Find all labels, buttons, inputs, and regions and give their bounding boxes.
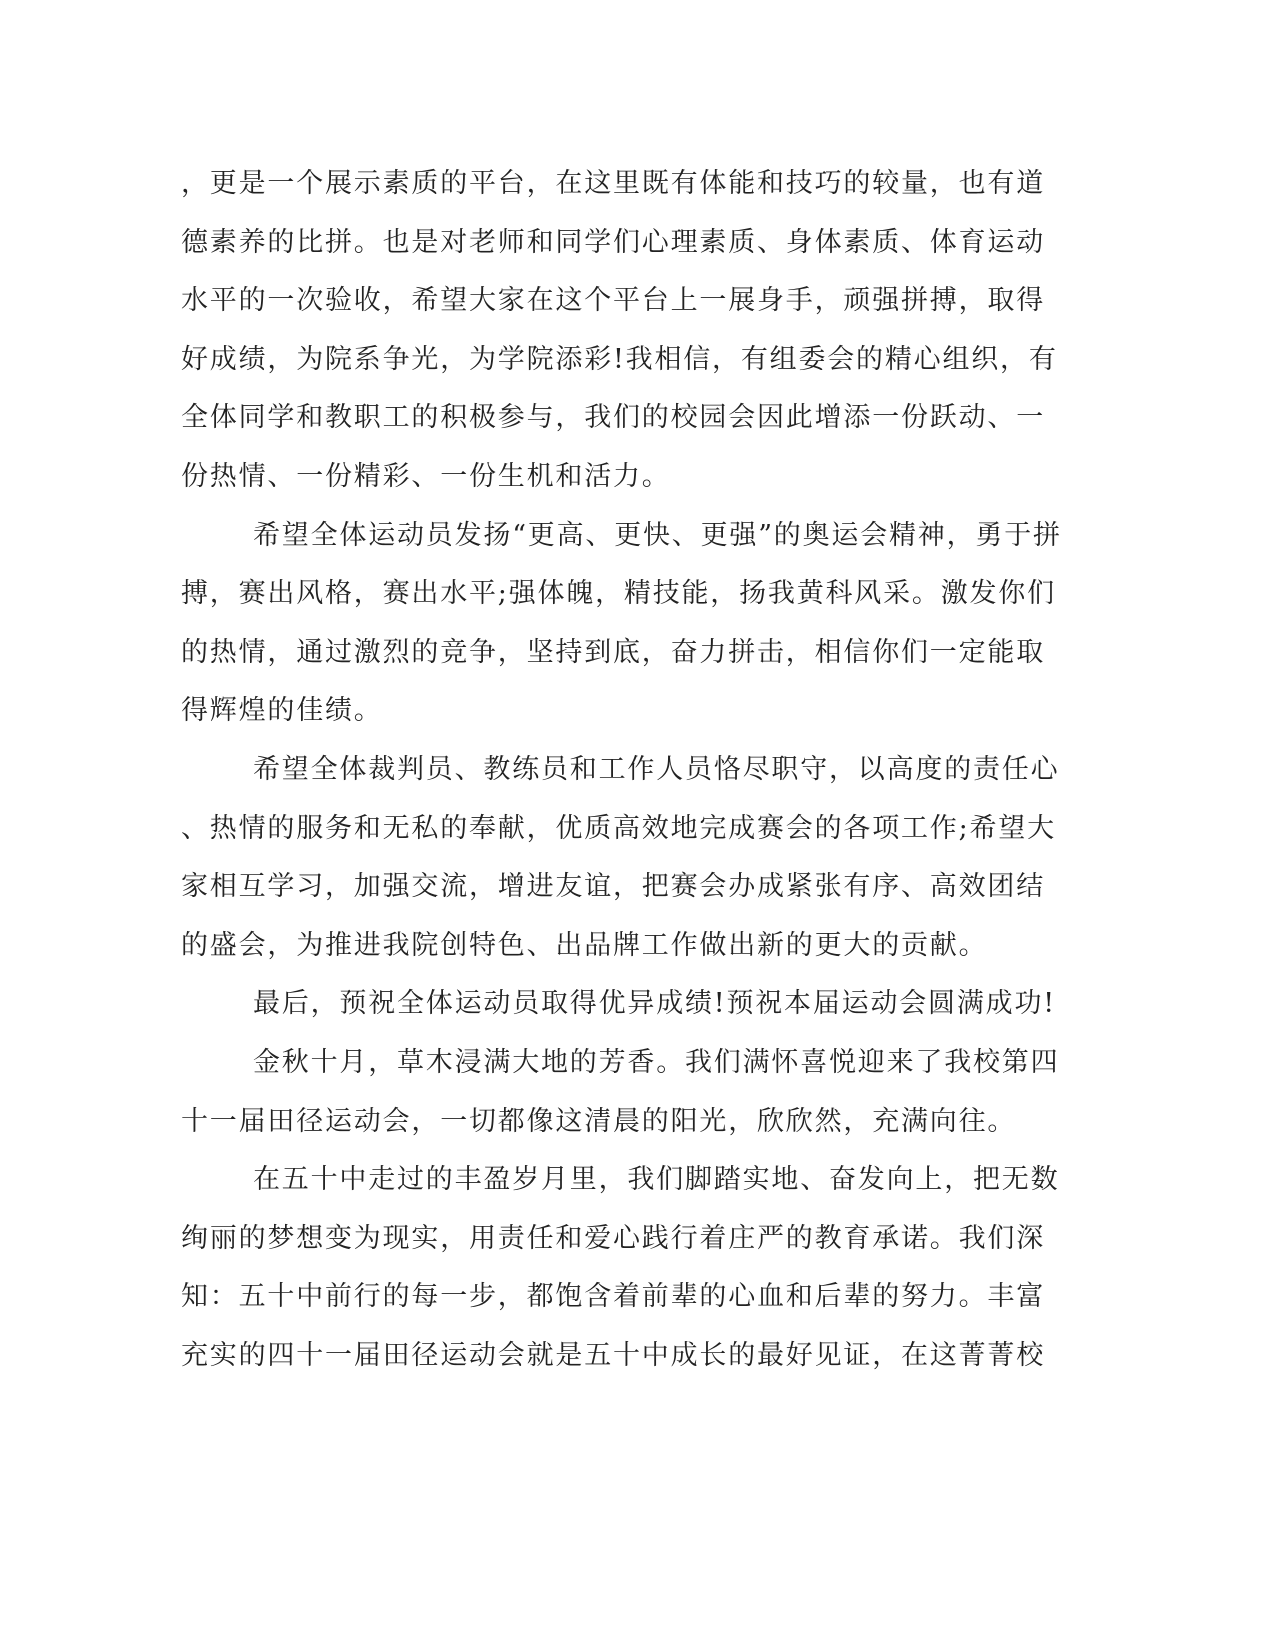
text-line: 水平的一次验收，希望大家在这个平台上一展身手，顽强拼搏，取得 xyxy=(181,285,1045,317)
text-line: 在五十中走过的丰盈岁月里，我们脚踏实地、奋发向上，把无数 xyxy=(253,1164,1060,1196)
text-line: 充实的四十一届田径运动会就是五十中成长的最好见证，在这菁菁校 xyxy=(181,1339,1045,1371)
text-line: 好成绩，为院系争光，为学院添彩!我相信，有组委会的精心组织，有 xyxy=(181,343,1058,375)
text-line: 搏，赛出风格，赛出水平;强体魄，精技能，扬我黄科风采。激发你们 xyxy=(181,578,1056,610)
text-line: 家相互学习，加强交流，增进友谊，把赛会办成紧张有序、高效团结 xyxy=(181,871,1045,903)
text-line: 金秋十月，草木浸满大地的芳香。我们满怀喜悦迎来了我校第四 xyxy=(253,1046,1060,1078)
text-line: 知：五十中前行的每一步，都饱含着前辈的心血和后辈的努力。丰富 xyxy=(181,1281,1045,1313)
document-body xyxy=(181,155,1061,1385)
text-line: 希望全体运动员发扬“更高、更快、更强”的奥运会精神，勇于拼 xyxy=(253,519,1062,551)
text-line: 全体同学和教职工的积极参与，我们的校园会因此增添一份跃动、一 xyxy=(181,402,1045,434)
text-line: 、热情的服务和无私的奉献，优质高效地完成赛会的各项工作;希望大 xyxy=(181,812,1056,844)
text-line: 得辉煌的佳绩。 xyxy=(181,695,383,727)
text-line: 最后，预祝全体运动员取得优异成绩!预祝本届运动会圆满成功! xyxy=(253,988,1056,1020)
text-line: 绚丽的梦想变为现实，用责任和爱心践行着庄严的教育承诺。我们深 xyxy=(181,1222,1045,1254)
text-line: 十一届田径运动会，一切都像这清晨的阳光，欣欣然，充满向往。 xyxy=(181,1105,1017,1137)
text-line: 希望全体裁判员、教练员和工作人员恪尽职守，以高度的责任心 xyxy=(253,753,1060,785)
text-line: 份热情、一份精彩、一份生机和活力。 xyxy=(181,460,671,492)
text-line: 德素养的比拼。也是对老师和同学们心理素质、身体素质、体育运动 xyxy=(181,226,1045,258)
text-line: ，更是一个展示素质的平台，在这里既有体能和技巧的较量，也有道 xyxy=(181,168,1045,199)
text-line: 的盛会，为推进我院创特色、出品牌工作做出新的更大的贡献。 xyxy=(181,929,988,961)
text-line: 的热情，通过激烈的竞争，坚持到底，奋力拼击，相信你们一定能取 xyxy=(181,636,1045,668)
